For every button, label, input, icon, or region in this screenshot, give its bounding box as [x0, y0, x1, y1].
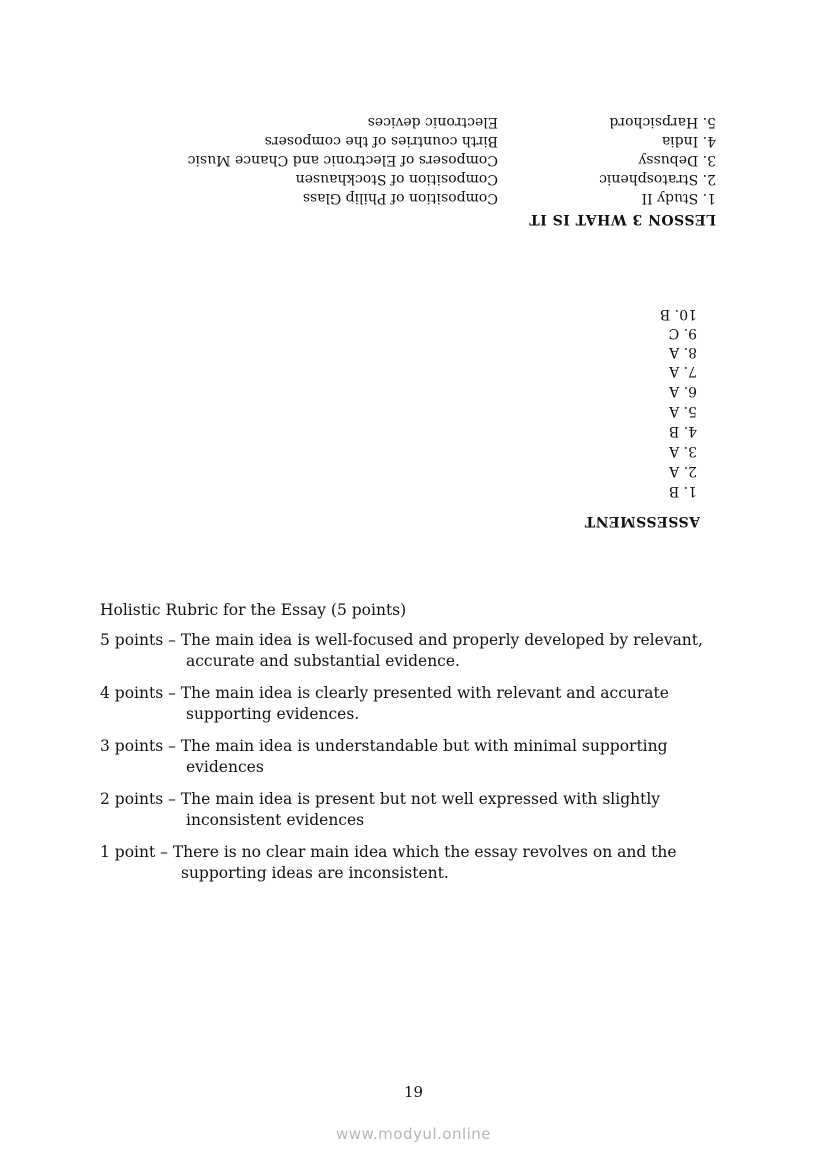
rubric-line: 5 points – The main idea is well-focused and properly developed by relevant, — [100, 631, 703, 649]
answer-item: 6. A — [669, 383, 697, 399]
rubric-line: 3 points – The main idea is understandable but with minimal supporting — [100, 737, 668, 755]
list-item — [106, 111, 716, 130]
list-item — [106, 168, 716, 187]
watermark: www.modyul.online — [335, 1125, 492, 1143]
item-desc: Composition of Philip Glass — [302, 190, 498, 206]
item-term: 4. India — [661, 133, 716, 149]
page-number: 19 — [403, 1083, 424, 1101]
rubric-line: accurate and substantial evidence. — [186, 652, 460, 670]
answer-item: 9. C — [668, 325, 697, 341]
assessment-answer-key-upside-down — [560, 300, 705, 535]
answer-item: 2. A — [669, 463, 697, 479]
item-term: 5. Harpsichord — [609, 114, 716, 130]
rubric-level — [100, 842, 740, 884]
list-item — [106, 149, 716, 168]
answer-item: 7. A — [669, 363, 697, 379]
holistic-rubric — [100, 600, 740, 895]
rubric-line: evidences — [186, 758, 264, 776]
rubric-line: supporting evidences. — [186, 705, 360, 723]
rubric-line: inconsistent evidences — [186, 811, 365, 829]
item-desc: Composers of Electronic and Chance Music — [187, 152, 498, 168]
lesson-heading: LESSON 3 WHAT IS IT — [528, 211, 716, 227]
rubric-line: supporting ideas are inconsistent. — [181, 864, 449, 882]
item-term: 2. Stratosphenic — [599, 171, 716, 187]
item-desc: Birth countries of the composers — [264, 133, 498, 149]
assessment-heading: ASSESSMENT — [584, 513, 700, 529]
rubric-level — [100, 683, 740, 725]
answer-item: 8. A — [669, 344, 697, 360]
rubric-line: 1 point – There is no clear main idea which the essay revolves on and the — [100, 843, 677, 861]
answer-item: 3. A — [669, 443, 697, 459]
answer-item: 1. B — [668, 483, 697, 499]
rubric-level — [100, 789, 740, 831]
item-term: 1. Study II — [641, 190, 716, 206]
answer-item: 10. B — [659, 306, 697, 322]
item-term: 3. Debussy — [638, 152, 716, 168]
list-item — [106, 187, 716, 206]
item-desc: Electronic devices — [367, 114, 498, 130]
item-desc: Composition of Stockhausen — [295, 171, 498, 187]
list-item — [106, 130, 716, 149]
lesson-3-answer-key-upside-down — [100, 95, 720, 230]
rubric-level — [100, 736, 740, 778]
answer-item: 4. B — [668, 423, 697, 439]
rubric-level — [100, 630, 740, 672]
rubric-line: 2 points – The main idea is present but not well expressed with slightly — [100, 790, 661, 808]
rubric-line: 4 points – The main idea is clearly presented with relevant and accurate — [100, 684, 669, 702]
rubric-title: Holistic Rubric for the Essay (5 points) — [100, 601, 407, 619]
answer-item: 5. A — [669, 403, 697, 419]
